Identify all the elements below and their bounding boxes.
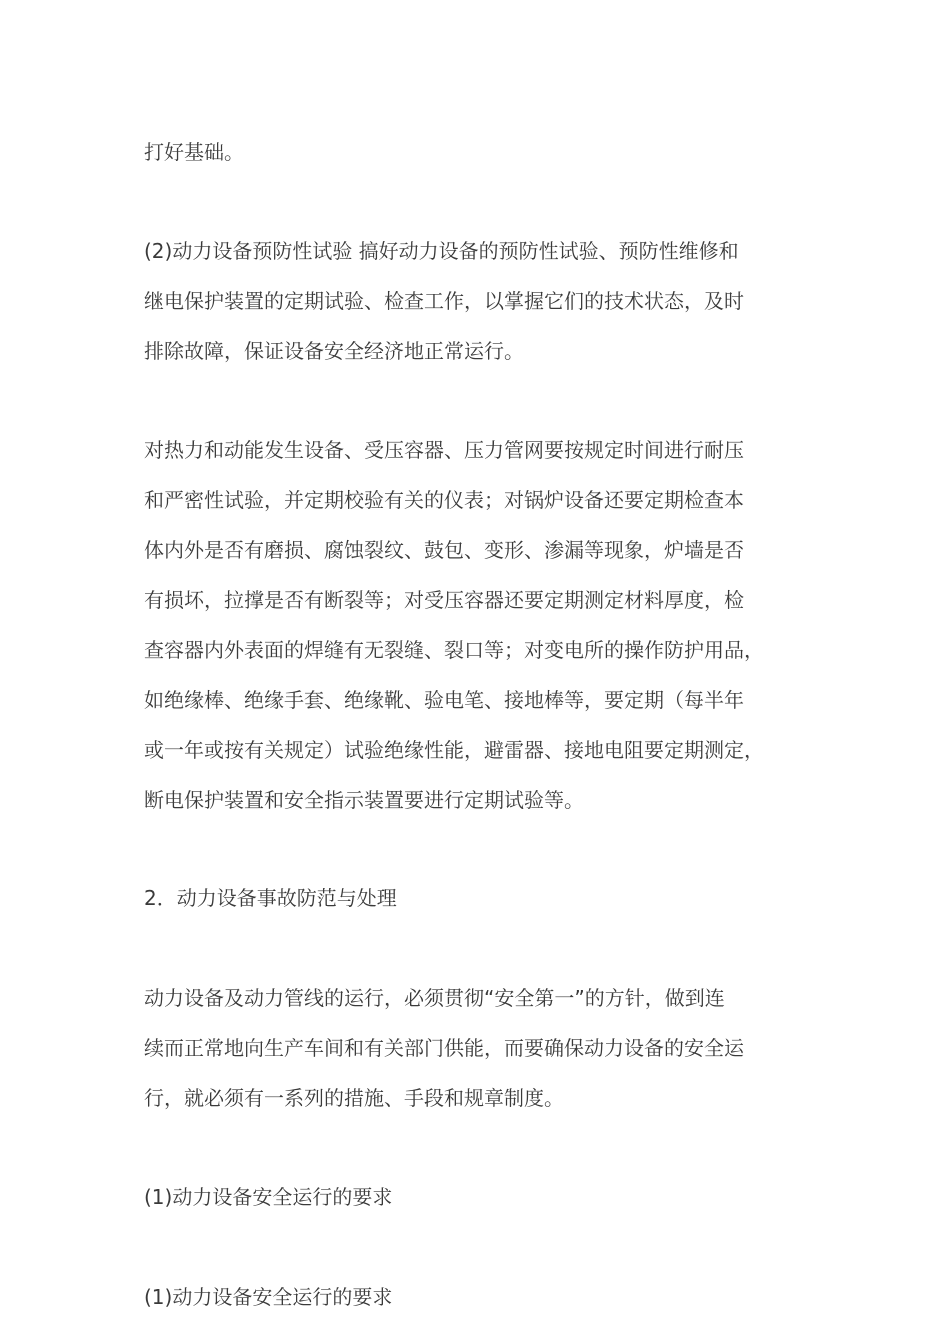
paragraph-line: 断电保护装置和安全指示装置要进行定期试验等。: [144, 788, 584, 812]
section-heading: 2．动力设备事故防范与处理: [144, 886, 397, 910]
paragraph-line: (2)动力设备预防性试验 搞好动力设备的预防性试验、预防性维修和: [144, 239, 739, 263]
paragraph-line: 排除故障，保证设备安全经济地正常运行。: [144, 339, 524, 363]
paragraph-line: 或一年或按有关规定）试验绝缘性能，避雷器、接地电阻要定期测定，: [144, 738, 764, 762]
paragraph-line: 如绝缘棒、绝缘手套、绝缘靴、验电笔、接地棒等，要定期（每半年: [144, 688, 744, 712]
paragraph-line: 打好基础。: [144, 140, 244, 164]
paragraph-line: 有损坏，拉撑是否有断裂等；对受压容器还要定期测定材料厚度，检: [144, 588, 744, 612]
paragraph-line: 行，就必须有一系列的措施、手段和规章制度。: [144, 1086, 564, 1110]
subsection-heading: (1)动力设备安全运行的要求: [144, 1185, 393, 1209]
paragraph-line: 对热力和动能发生设备、受压容器、压力管网要按规定时间进行耐压: [144, 438, 744, 462]
paragraph-line: 和严密性试验，并定期校验有关的仪表；对锅炉设备还要定期检查本: [144, 488, 744, 512]
paragraph-line: 动力设备及动力管线的运行，必须贯彻“安全第一”的方针，做到连: [144, 986, 725, 1010]
paragraph-line: 续而正常地向生产车间和有关部门供能，而要确保动力设备的安全运: [144, 1036, 744, 1060]
subsection-heading: (1)动力设备安全运行的要求: [144, 1285, 393, 1309]
paragraph-line: 继电保护装置的定期试验、检查工作，以掌握它们的技术状态，及时: [144, 289, 744, 313]
paragraph-line: 查容器内外表面的焊缝有无裂缝、裂口等；对变电所的操作防护用品，: [144, 638, 764, 662]
paragraph-line: 体内外是否有磨损、腐蚀裂纹、鼓包、变形、渗漏等现象，炉墙是否: [144, 538, 744, 562]
